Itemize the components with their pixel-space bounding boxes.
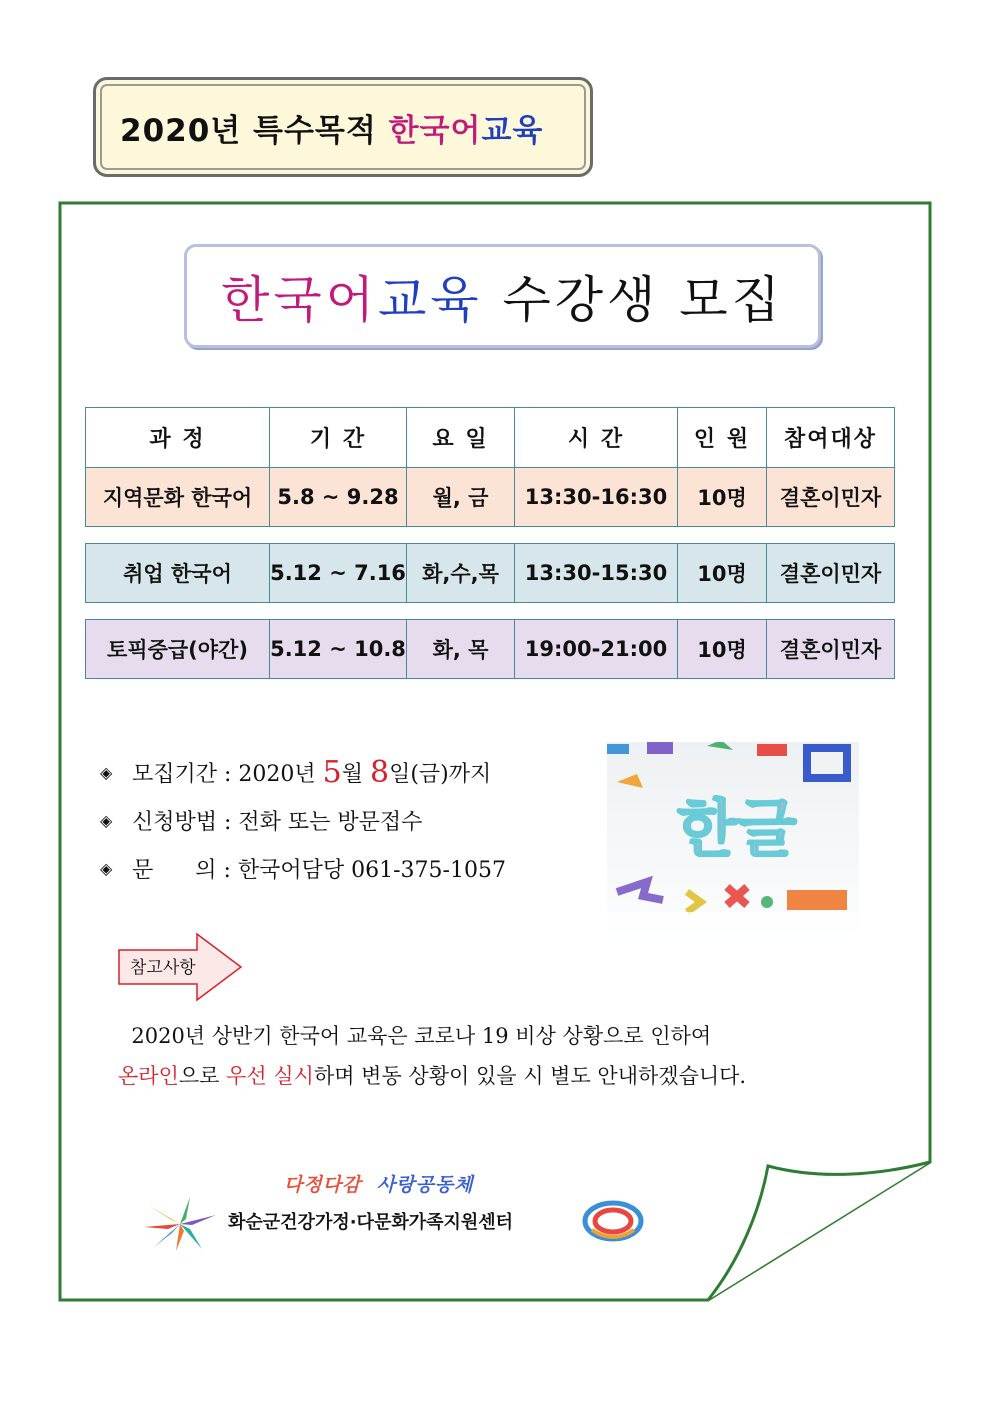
cell-people: 10명	[678, 620, 767, 679]
table-row	[86, 468, 895, 527]
recruit-end: 일(금)까지	[389, 761, 492, 787]
header-people: 인 원	[678, 408, 767, 468]
cell-days: 월, 금	[407, 468, 515, 527]
table-spacer	[86, 527, 895, 544]
cell-course: 지역문화 한국어	[86, 468, 270, 527]
diamond-bullet-icon: ◈	[100, 762, 113, 782]
cell-course: 취업 한국어	[86, 544, 270, 603]
recruit-day: 8	[369, 754, 390, 790]
cell-days: 화, 목	[407, 620, 515, 679]
apply-method	[100, 796, 506, 844]
slogan	[284, 1170, 473, 1197]
photo-hangul-text: 한글	[677, 792, 797, 865]
notice-line-2-a: 으로	[178, 1064, 227, 1088]
title-education-word: 교육	[481, 112, 544, 149]
slogan-part-2: 사랑공동체	[376, 1174, 474, 1196]
info-list	[100, 748, 506, 892]
center-logo-icon	[140, 1195, 220, 1253]
inquiry	[100, 844, 506, 892]
cell-period: 5.12 ~ 10.8	[270, 620, 407, 679]
header-period: 기 간	[270, 408, 407, 468]
cell-target: 결혼이민자	[767, 544, 895, 603]
cell-people: 10명	[678, 544, 767, 603]
header-days: 요 일	[407, 408, 515, 468]
heart-logo-icon	[582, 1200, 644, 1242]
notice-line-2	[118, 1056, 746, 1096]
table-row	[86, 544, 895, 603]
heading-education: 교육	[378, 271, 483, 329]
notice-line-1-text: 2020년 상반기 한국어 교육은 코로나 19 비상 상황으로 인하여	[131, 1024, 712, 1048]
diamond-bullet-icon: ◈	[100, 810, 113, 830]
note-label: 참고사항	[130, 958, 196, 978]
recruit-period	[100, 748, 506, 796]
heading-korean: 한국어	[221, 271, 378, 329]
notice-line-2-b: 하며 변동 상황이 있을 시 별도 안내하겠습니다.	[313, 1064, 747, 1088]
cell-days: 화,수,목	[407, 544, 515, 603]
heading-recruit: 수강생 모집	[482, 271, 784, 329]
cell-period: 5.12 ~ 7.16	[270, 544, 407, 603]
cell-time: 13:30-16:30	[515, 468, 678, 527]
cell-course: 토픽중급(야간)	[86, 620, 270, 679]
course-table	[85, 407, 895, 679]
apply-text: 신청방법 : 전화 또는 방문접수	[132, 809, 423, 835]
recruit-label: 모집기간 : 2020년	[132, 761, 323, 787]
online-text: 온라인	[118, 1064, 179, 1088]
priority-text: 우선 실시	[226, 1064, 314, 1088]
recruitment-heading	[184, 244, 821, 348]
table-spacer	[86, 603, 895, 620]
diamond-bullet-icon: ◈	[100, 858, 113, 878]
cell-target: 결혼이민자	[767, 620, 895, 679]
inquiry-text: 문 의 : 한국어담당 061-375-1057	[132, 857, 506, 883]
header-time: 시 간	[515, 408, 678, 468]
cell-time: 19:00-21:00	[515, 620, 678, 679]
slogan-part-1: 다정다감	[284, 1174, 362, 1196]
title-text: 2020년 특수목적	[120, 112, 389, 149]
table-row	[86, 620, 895, 679]
hangul-letters-photo	[607, 742, 859, 970]
cell-people: 10명	[678, 468, 767, 527]
notice-line-1	[118, 1016, 746, 1056]
recruit-month: 5	[322, 754, 342, 790]
header-target: 참여대상	[767, 408, 895, 468]
header-course: 과 정	[86, 408, 270, 468]
table-header-row	[86, 408, 895, 468]
cell-time: 13:30-15:30	[515, 544, 678, 603]
title-korean-word: 한국어	[388, 112, 482, 149]
cell-period: 5.8 ~ 9.28	[270, 468, 407, 527]
cell-target: 결혼이민자	[767, 468, 895, 527]
center-name: 화순군건강가정·다문화가족지원센터	[228, 1212, 514, 1233]
notice-text	[118, 1016, 746, 1096]
document-title	[93, 77, 593, 177]
recruit-month-unit: 월	[341, 761, 370, 787]
